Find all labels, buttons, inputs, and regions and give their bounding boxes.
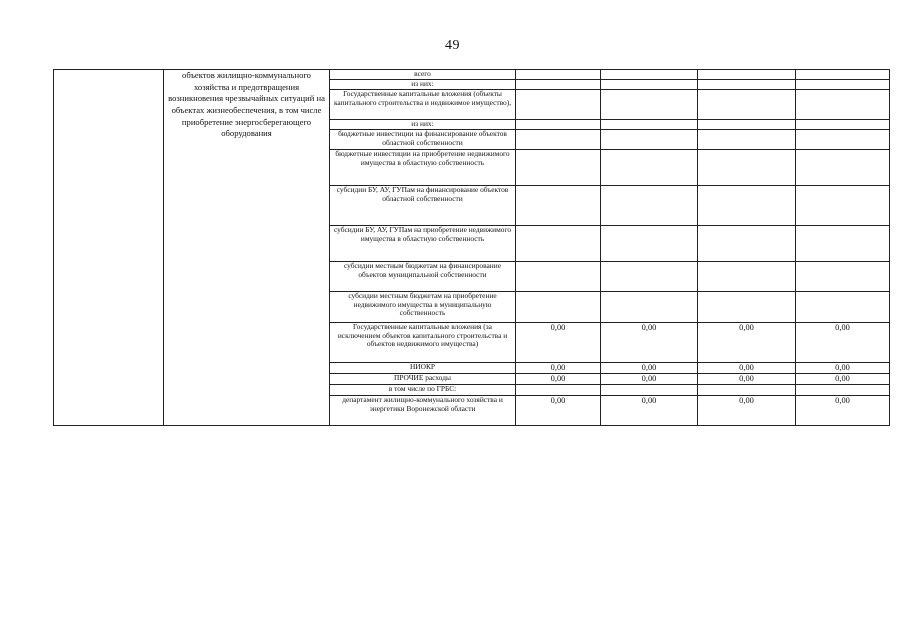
value-cell: 0,00	[698, 374, 796, 385]
value-cell	[698, 70, 796, 80]
value-cell	[796, 80, 890, 90]
row-label: ПРОЧИЕ расходы	[330, 374, 516, 385]
value-cell: 0,00	[796, 363, 890, 374]
value-cell	[698, 292, 796, 323]
value-cell	[698, 130, 796, 150]
value-cell	[601, 80, 698, 90]
value-cell	[796, 90, 890, 120]
value-cell	[698, 120, 796, 130]
value-cell	[516, 150, 601, 186]
value-cell: 0,00	[516, 374, 601, 385]
value-cell: 0,00	[516, 396, 601, 426]
value-cell: 0,00	[698, 323, 796, 363]
value-cell	[601, 90, 698, 120]
row-label: Государственные капитальные вложения (за исключением объектов капитального строительства и объектов недвижимого имущества)	[330, 323, 516, 363]
row-label: бюджетные инвестиции на приобретение недвижимого имущества в областную собственность	[330, 150, 516, 186]
value-cell	[698, 186, 796, 226]
value-cell	[796, 150, 890, 186]
value-cell: 0,00	[516, 363, 601, 374]
value-cell	[516, 130, 601, 150]
value-cell	[796, 262, 890, 292]
row-group-empty-cell	[54, 70, 164, 426]
row-label: всего	[330, 70, 516, 80]
value-cell	[516, 385, 601, 396]
value-cell	[601, 385, 698, 396]
value-cell	[796, 385, 890, 396]
value-cell: 0,00	[796, 323, 890, 363]
value-cell	[601, 130, 698, 150]
value-cell	[698, 90, 796, 120]
row-label: субсидии местным бюджетам на финансирование объектов муниципальной собственности	[330, 262, 516, 292]
value-cell	[601, 120, 698, 130]
value-cell	[601, 70, 698, 80]
row-label: субсидии БУ, АУ, ГУПам на финансирование объектов областной собственности	[330, 186, 516, 226]
value-cell	[516, 186, 601, 226]
value-cell	[516, 90, 601, 120]
description-cell: объектов жилищно-коммунального хозяйства и предотвращения возникновения чрезвычайных ситуаций на объектах жизнеобеспечения, в том числе приобретение энергосберегающего оборудования	[164, 70, 330, 426]
value-cell	[796, 120, 890, 130]
value-cell	[698, 226, 796, 262]
value-cell: 0,00	[601, 363, 698, 374]
row-label: НИОКР	[330, 363, 516, 374]
value-cell	[516, 292, 601, 323]
value-cell: 0,00	[796, 396, 890, 426]
value-cell	[516, 262, 601, 292]
value-cell: 0,00	[601, 323, 698, 363]
row-label: департамент жилищно-коммунального хозяйства и энергетики Воронежской области	[330, 396, 516, 426]
row-label: из них:	[330, 80, 516, 90]
value-cell	[698, 385, 796, 396]
value-cell	[698, 150, 796, 186]
value-cell: 0,00	[698, 363, 796, 374]
value-cell	[601, 150, 698, 186]
value-cell: 0,00	[698, 396, 796, 426]
row-label: из них:	[330, 120, 516, 130]
row-label: Государственные капитальные вложения (объекты капитального строительства и недвижимое имущество),	[330, 90, 516, 120]
value-cell	[601, 262, 698, 292]
row-label: субсидии БУ, АУ, ГУПам на приобретение недвижимого имущества в областную собственность	[330, 226, 516, 262]
row-label: бюджетные инвестиции на финансирование объектов областной собственности	[330, 130, 516, 150]
value-cell	[516, 70, 601, 80]
value-cell	[698, 262, 796, 292]
row-label: в том числе по ГРБС:	[330, 385, 516, 396]
value-cell	[601, 186, 698, 226]
value-cell	[796, 292, 890, 323]
value-cell	[516, 226, 601, 262]
value-cell	[796, 186, 890, 226]
value-cell	[796, 70, 890, 80]
value-cell	[698, 80, 796, 90]
value-cell	[516, 120, 601, 130]
value-cell	[516, 80, 601, 90]
page-number: 49	[445, 38, 460, 53]
value-cell: 0,00	[601, 396, 698, 426]
value-cell	[796, 130, 890, 150]
value-cell: 0,00	[796, 374, 890, 385]
table-row	[54, 70, 890, 80]
row-label: субсидии местным бюджетам на приобретение недвижимого имущества в муниципальную собственность	[330, 292, 516, 323]
value-cell	[601, 226, 698, 262]
value-cell: 0,00	[516, 323, 601, 363]
value-cell	[796, 226, 890, 262]
value-cell: 0,00	[601, 374, 698, 385]
value-cell	[601, 292, 698, 323]
budget-table	[53, 69, 890, 426]
